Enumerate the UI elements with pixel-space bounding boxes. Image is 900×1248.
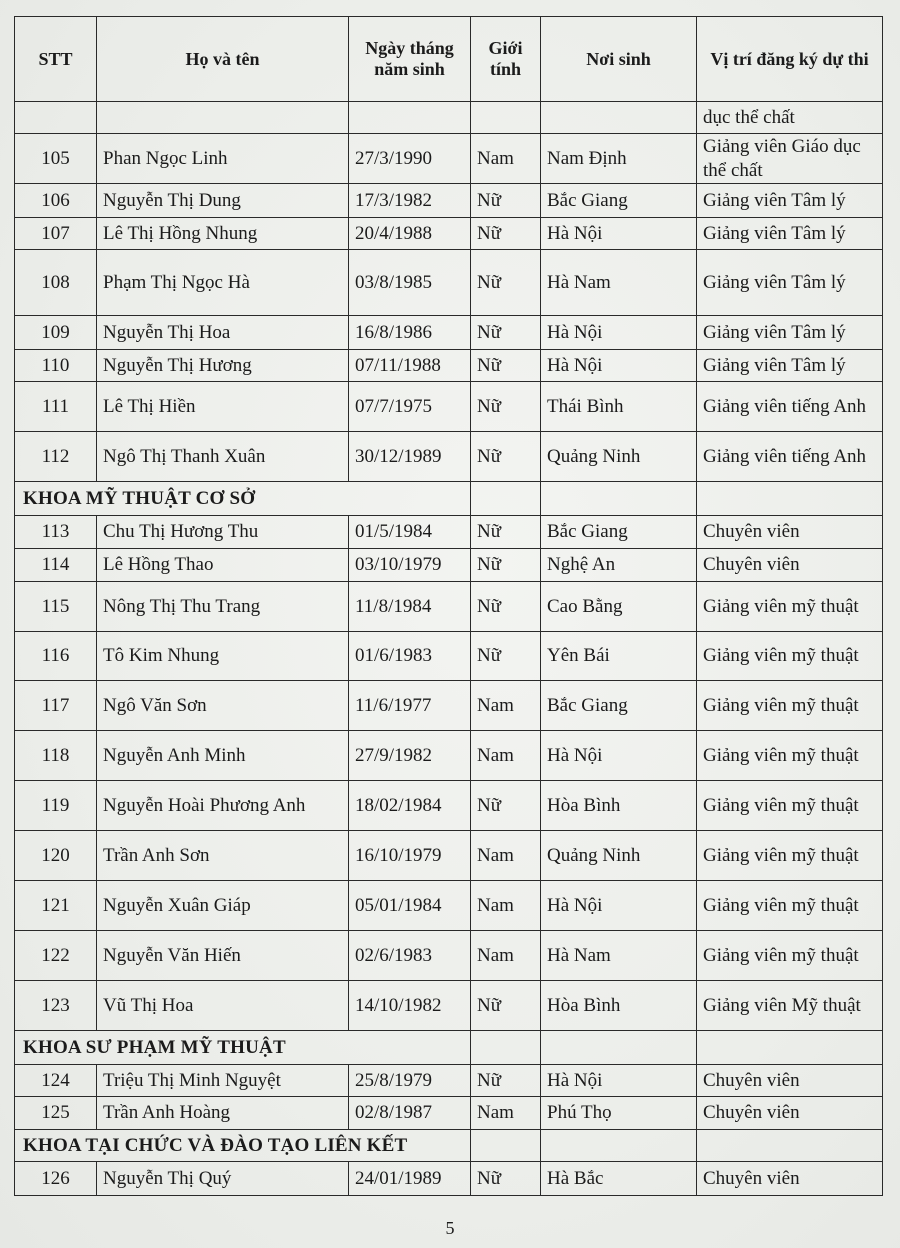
birthplace-cell: Thái Bình [541, 382, 697, 432]
sex-cell: Nữ [471, 582, 541, 632]
sex-cell-empty [471, 482, 541, 516]
stt-cell: 115 [15, 582, 97, 632]
table-row [15, 102, 883, 134]
birthplace-cell [541, 102, 697, 134]
sex-cell [471, 102, 541, 134]
table-row [15, 250, 883, 316]
dob-cell: 14/10/1982 [349, 981, 471, 1031]
dob-cell: 11/6/1977 [349, 681, 471, 731]
name-cell: Phan Ngọc Linh [97, 134, 349, 184]
stt-cell: 118 [15, 731, 97, 781]
section-row [15, 1031, 883, 1065]
birthplace-cell: Hà Nội [541, 1065, 697, 1097]
section-row [15, 482, 883, 516]
name-cell: Triệu Thị Minh Nguyệt [97, 1065, 349, 1097]
stt-cell: 109 [15, 316, 97, 350]
stt-cell: 106 [15, 184, 97, 218]
table-row [15, 1097, 883, 1130]
header-birthplace: Nơi sinh [541, 17, 697, 102]
sex-cell: Nữ [471, 981, 541, 1031]
sex-cell: Nam [471, 831, 541, 881]
table-row [15, 632, 883, 681]
stt-cell: 121 [15, 881, 97, 931]
position-cell: dục thể chất [697, 102, 883, 134]
position-cell: Giảng viên tiếng Anh [697, 382, 883, 432]
dob-cell: 16/8/1986 [349, 316, 471, 350]
stt-cell: 122 [15, 931, 97, 981]
stt-cell: 108 [15, 250, 97, 316]
name-cell: Trần Anh Hoàng [97, 1097, 349, 1130]
name-cell: Nguyễn Thị Quý [97, 1162, 349, 1196]
position-cell: Giảng viên Tâm lý [697, 350, 883, 382]
dob-cell: 05/01/1984 [349, 881, 471, 931]
sex-cell: Nữ [471, 250, 541, 316]
name-cell: Tô Kim Nhung [97, 632, 349, 681]
sex-cell: Nam [471, 731, 541, 781]
table-row [15, 681, 883, 731]
birthplace-cell: Hà Nội [541, 218, 697, 250]
sex-cell: Nữ [471, 184, 541, 218]
section-title: KHOA TẠI CHỨC VÀ ĐÀO TẠO LIÊN KẾT [15, 1130, 471, 1162]
name-cell [97, 102, 349, 134]
table-row [15, 432, 883, 482]
dob-cell: 02/6/1983 [349, 931, 471, 981]
stt-cell: 123 [15, 981, 97, 1031]
table-row [15, 1162, 883, 1196]
name-cell: Phạm Thị Ngọc Hà [97, 250, 349, 316]
dob-cell: 20/4/1988 [349, 218, 471, 250]
header-name: Họ và tên [97, 17, 349, 102]
birthplace-cell: Bắc Giang [541, 184, 697, 218]
birthplace-cell: Hà Nam [541, 931, 697, 981]
dob-cell: 16/10/1979 [349, 831, 471, 881]
stt-cell: 113 [15, 516, 97, 549]
sex-cell: Nam [471, 931, 541, 981]
position-cell-empty [697, 1130, 883, 1162]
sex-cell: Nam [471, 1097, 541, 1130]
position-cell: Chuyên viên [697, 1162, 883, 1196]
birthplace-cell: Bắc Giang [541, 516, 697, 549]
table-row [15, 781, 883, 831]
birthplace-cell: Quảng Ninh [541, 432, 697, 482]
position-cell: Chuyên viên [697, 549, 883, 582]
header-sex: Giới tính [471, 17, 541, 102]
stt-cell: 125 [15, 1097, 97, 1130]
birthplace-cell: Phú Thọ [541, 1097, 697, 1130]
sex-cell-empty [471, 1031, 541, 1065]
position-cell: Giảng viên mỹ thuật [697, 781, 883, 831]
birthplace-cell: Hòa Bình [541, 781, 697, 831]
sex-cell: Nữ [471, 549, 541, 582]
dob-cell: 30/12/1989 [349, 432, 471, 482]
sex-cell: Nữ [471, 1065, 541, 1097]
stt-cell: 120 [15, 831, 97, 881]
position-cell: Giảng viên Tâm lý [697, 218, 883, 250]
birthplace-cell: Hà Nội [541, 350, 697, 382]
stt-cell: 105 [15, 134, 97, 184]
name-cell: Nguyễn Anh Minh [97, 731, 349, 781]
name-cell: Nguyễn Thị Hoa [97, 316, 349, 350]
position-cell: Giảng viên mỹ thuật [697, 632, 883, 681]
header-dob: Ngày tháng năm sinh [349, 17, 471, 102]
sex-cell: Nữ [471, 632, 541, 681]
table-body [15, 102, 883, 1196]
dob-cell: 27/9/1982 [349, 731, 471, 781]
birthplace-cell: Hà Nam [541, 250, 697, 316]
table-row [15, 731, 883, 781]
position-cell: Chuyên viên [697, 516, 883, 549]
dob-cell: 27/3/1990 [349, 134, 471, 184]
dob-cell: 17/3/1982 [349, 184, 471, 218]
dob-cell: 24/01/1989 [349, 1162, 471, 1196]
table-row [15, 516, 883, 549]
name-cell: Trần Anh Sơn [97, 831, 349, 881]
table-header-row [15, 17, 883, 102]
sex-cell: Nữ [471, 516, 541, 549]
dob-cell: 18/02/1984 [349, 781, 471, 831]
sex-cell: Nữ [471, 432, 541, 482]
birthplace-cell: Nghệ An [541, 549, 697, 582]
header-stt: STT [15, 17, 97, 102]
name-cell: Chu Thị Hương Thu [97, 516, 349, 549]
stt-cell: 110 [15, 350, 97, 382]
table-row [15, 316, 883, 350]
page-number: 5 [445, 1218, 455, 1238]
stt-cell: 107 [15, 218, 97, 250]
position-cell: Giảng viên Mỹ thuật [697, 981, 883, 1031]
position-cell: Giảng viên mỹ thuật [697, 582, 883, 632]
stt-cell: 116 [15, 632, 97, 681]
birthplace-cell: Hà Nội [541, 316, 697, 350]
name-cell: Nguyễn Thị Hương [97, 350, 349, 382]
sex-cell-empty [471, 1130, 541, 1162]
name-cell: Nguyễn Văn Hiến [97, 931, 349, 981]
stt-cell: 126 [15, 1162, 97, 1196]
table-row [15, 931, 883, 981]
position-cell: Giảng viên mỹ thuật [697, 881, 883, 931]
birthplace-cell: Hòa Bình [541, 981, 697, 1031]
position-cell: Giảng viên mỹ thuật [697, 731, 883, 781]
name-cell: Nguyễn Xuân Giáp [97, 881, 349, 931]
section-row [15, 1130, 883, 1162]
sex-cell: Nữ [471, 350, 541, 382]
sex-cell: Nữ [471, 1162, 541, 1196]
position-cell-empty [697, 482, 883, 516]
birthplace-cell: Hà Nội [541, 731, 697, 781]
name-cell: Lê Thị Hồng Nhung [97, 218, 349, 250]
sex-cell: Nam [471, 881, 541, 931]
position-cell: Giảng viên mỹ thuật [697, 831, 883, 881]
dob-cell: 07/7/1975 [349, 382, 471, 432]
stt-cell: 111 [15, 382, 97, 432]
sex-cell: Nữ [471, 382, 541, 432]
table-row [15, 582, 883, 632]
dob-cell: 01/6/1983 [349, 632, 471, 681]
table-row [15, 549, 883, 582]
stt-cell: 117 [15, 681, 97, 731]
dob-cell: 11/8/1984 [349, 582, 471, 632]
table-row [15, 981, 883, 1031]
dob-cell [349, 102, 471, 134]
stt-cell: 114 [15, 549, 97, 582]
section-title: KHOA SƯ PHẠM MỸ THUẬT [15, 1031, 471, 1065]
dob-cell: 25/8/1979 [349, 1065, 471, 1097]
dob-cell: 03/8/1985 [349, 250, 471, 316]
table-row [15, 350, 883, 382]
name-cell: Nguyễn Hoài Phương Anh [97, 781, 349, 831]
position-cell: Giảng viên tiếng Anh [697, 432, 883, 482]
table-row [15, 218, 883, 250]
sex-cell: Nữ [471, 218, 541, 250]
place-cell-empty [541, 1031, 697, 1065]
stt-cell: 112 [15, 432, 97, 482]
table-row [15, 382, 883, 432]
section-title: KHOA MỸ THUẬT CƠ SỞ [15, 482, 471, 516]
name-cell: Nguyễn Thị Dung [97, 184, 349, 218]
birthplace-cell: Bắc Giang [541, 681, 697, 731]
sex-cell: Nữ [471, 781, 541, 831]
table-row [15, 134, 883, 184]
name-cell: Ngô Văn Sơn [97, 681, 349, 731]
sex-cell: Nữ [471, 316, 541, 350]
position-cell: Chuyên viên [697, 1065, 883, 1097]
stt-cell [15, 102, 97, 134]
name-cell: Ngô Thị Thanh Xuân [97, 432, 349, 482]
position-cell: Giảng viên mỹ thuật [697, 931, 883, 981]
dob-cell: 07/11/1988 [349, 350, 471, 382]
name-cell: Vũ Thị Hoa [97, 981, 349, 1031]
stt-cell: 119 [15, 781, 97, 831]
birthplace-cell: Yên Bái [541, 632, 697, 681]
position-cell-empty [697, 1031, 883, 1065]
table-row [15, 831, 883, 881]
table-row [15, 1065, 883, 1097]
position-cell: Giảng viên mỹ thuật [697, 681, 883, 731]
position-cell: Chuyên viên [697, 1097, 883, 1130]
dob-cell: 01/5/1984 [349, 516, 471, 549]
stt-cell: 124 [15, 1065, 97, 1097]
birthplace-cell: Quảng Ninh [541, 831, 697, 881]
header-position: Vị trí đăng ký dự thi [697, 17, 883, 102]
birthplace-cell: Hà Bắc [541, 1162, 697, 1196]
place-cell-empty [541, 1130, 697, 1162]
table-row [15, 184, 883, 218]
registration-table [14, 16, 883, 1196]
birthplace-cell: Cao Bằng [541, 582, 697, 632]
position-cell: Giảng viên Tâm lý [697, 184, 883, 218]
sex-cell: Nam [471, 681, 541, 731]
table-row [15, 881, 883, 931]
birthplace-cell: Hà Nội [541, 881, 697, 931]
dob-cell: 03/10/1979 [349, 549, 471, 582]
sex-cell: Nam [471, 134, 541, 184]
position-cell: Giảng viên Tâm lý [697, 316, 883, 350]
name-cell: Lê Hồng Thao [97, 549, 349, 582]
name-cell: Lê Thị Hiền [97, 382, 349, 432]
place-cell-empty [541, 482, 697, 516]
position-cell: Giảng viên Giáo dục thể chất [697, 134, 883, 184]
name-cell: Nông Thị Thu Trang [97, 582, 349, 632]
position-cell: Giảng viên Tâm lý [697, 250, 883, 316]
dob-cell: 02/8/1987 [349, 1097, 471, 1130]
birthplace-cell: Nam Định [541, 134, 697, 184]
